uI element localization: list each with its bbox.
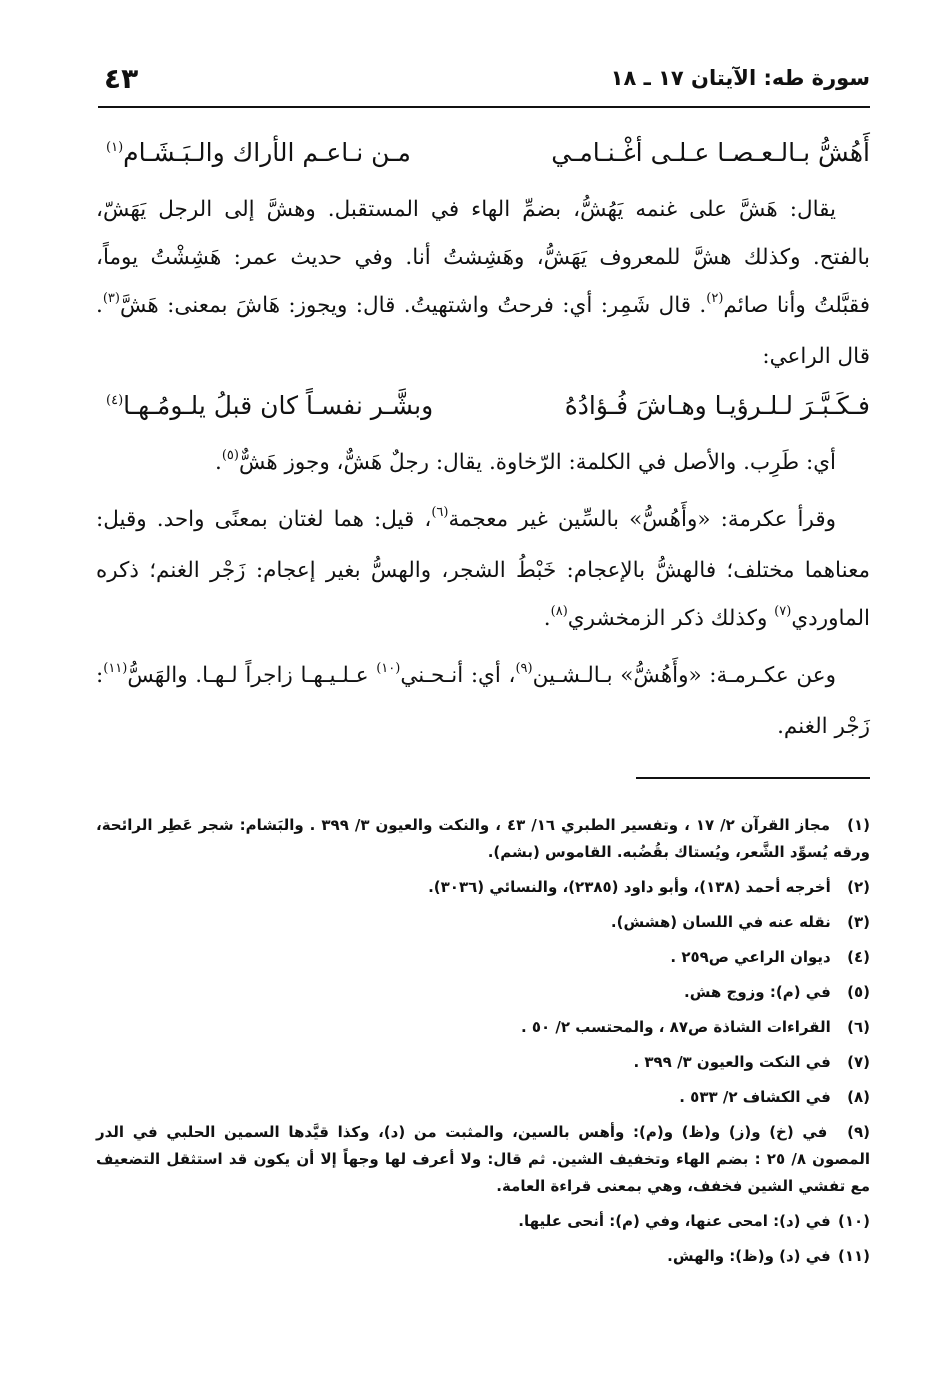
footnote-number: (٣) bbox=[847, 913, 870, 931]
footnote bbox=[96, 909, 870, 936]
footnote-number: (٨) bbox=[847, 1088, 870, 1106]
footnote bbox=[96, 979, 870, 1006]
paragraph: يقال: هَشَّ على غنمه يَهُشُّ، بضمِّ الهاء في المستقبل. وهشَّ إلى الرجل يَهَشّ، بالفتح. وكذلك هشَّ للمعروف يَهَشُّ، وهَشِشتُ أنا. وفي حديث عمر: هَشِشْتُ يوماً، فقبَّلتُ وأنا صائم$^{(٢)}$. قال شَمِر: أي: فرحتُ واشتهيتُ. قال: ويجوز: هَاشَ بمعنى: هَشَّ$^{(٣)}$. قال الراعي: bbox=[96, 197, 870, 369]
footnote-ref[interactable]: (٨) bbox=[550, 604, 568, 619]
footnote-text: نقله عنه في اللسان (هشش). bbox=[610, 913, 831, 931]
verse-hemistich: فـكَـبَّـرَ لـلـرؤيـا وهـاشَ فُـؤادُهُ bbox=[564, 391, 870, 420]
paragraph: وعن عكـرمـة: «وأَهُشُّ» بـالـشـين$^{(٩)}$، أي: أنـحـني$^{(١٠)}$ عـلـيـهـا زاجراً لـهـا. والهَسُّ$^{(١١)}$: زَجْر الغنم. bbox=[96, 661, 870, 739]
footnote bbox=[96, 812, 870, 866]
verse-hemistich: أَهُشُّ بـالـعـصـا عـلـى أغْـنـامـي bbox=[551, 138, 870, 167]
footnote-number: (١٠) bbox=[837, 1212, 870, 1230]
footnote-text: في (د) و(ظ): والهش. bbox=[667, 1247, 831, 1265]
paragraph: وقرأ عكرمة: «وأَهُسُّ» بالسِّين غير معجمة$^{(٦)}$، قيل: هما لغتان بمعنًى واحد. وقيل: معناهما مختلف؛ فالهشُّ بالإعجام: خَبْطُ الشجر، والهسُّ بغير إعجام: زَجْر الغنم؛ ذكره الماوردي$^{(٧)}$ وكذلك ذكر الزمخشري$^{(٨)}$. bbox=[96, 505, 870, 631]
footnote-text: في (م): وزوج هش. bbox=[684, 983, 831, 1001]
footnote-text: ديوان الراعي ص٢٥٩ . bbox=[670, 948, 831, 966]
footnote-ref[interactable]: (٧) bbox=[774, 604, 792, 619]
footnote bbox=[96, 1208, 870, 1235]
footnote-ref[interactable]: (٤) bbox=[106, 393, 124, 408]
running-header bbox=[98, 62, 870, 108]
verse-line-2 bbox=[96, 381, 870, 439]
footnote-ref[interactable]: (١١) bbox=[103, 661, 128, 676]
main-text bbox=[96, 128, 870, 751]
footnote bbox=[96, 874, 870, 901]
footnote bbox=[96, 1014, 870, 1041]
footnote-number: (٥) bbox=[847, 983, 870, 1001]
footnote-number: (٤) bbox=[847, 948, 870, 966]
footnote-text: أخرجه أحمد (١٣٨)، وأبو داود (٢٣٨٥)، والنسائي (٣٠٣٦). bbox=[428, 878, 831, 896]
footnote bbox=[96, 1119, 870, 1200]
footnote bbox=[96, 944, 870, 971]
footnote-ref[interactable]: (٩) bbox=[515, 661, 533, 676]
page-number: ٤٣ bbox=[104, 62, 139, 95]
footnote-ref[interactable]: (٣) bbox=[102, 291, 120, 306]
footnote bbox=[96, 1243, 870, 1270]
paragraph: أي: طَرِب. والأصل في الكلمة: الرّخاوة. يقال: رجلٌ هَشٌّ، وجوز هَشٌّ$^{(٥)}$. bbox=[214, 448, 836, 475]
footnote bbox=[96, 1049, 870, 1076]
verse-line-1 bbox=[96, 128, 870, 186]
footnote-text: في (خ) و(ز) و(ظ) و(م): وأهس بالسين، والمثبت من (د)، وكذا قيَّدها السمين الحلبي في الدر المصون ٨/ ٢٥ : بضم الهاء وتخفيف الشين. ثم قال: ولا أعرف لها وجهاً إلا أن يكون قد استثقل التضعيف مع تفشي الشين فخفف، وهي بمعنى قراءة العامة. bbox=[96, 1123, 871, 1195]
footnote-text: في (د): امحى عنها، وفي (م): أنحى عليها. bbox=[518, 1212, 831, 1230]
footnotes bbox=[96, 812, 870, 1278]
footnote-ref[interactable]: (١٠) bbox=[376, 661, 401, 676]
footnote-ref[interactable]: (٦) bbox=[431, 505, 449, 520]
footnote-text: في النكت والعيون ٣/ ٣٩٩ . bbox=[633, 1053, 831, 1071]
verse-hemistich: وبشَّـر نفسـاً كان قبلُ يلـومُـهـا$^{(٤)}$ bbox=[106, 391, 434, 420]
footnote-number: (٦) bbox=[847, 1018, 870, 1036]
footnote-number: (٧) bbox=[847, 1053, 870, 1071]
footnote-ref[interactable]: (٢) bbox=[706, 291, 724, 306]
footnote-ref[interactable]: (٥) bbox=[221, 448, 239, 463]
footnote-text: القراءات الشاذة ص٨٧ ، والمحتسب ٢/ ٥٠ . bbox=[520, 1018, 831, 1036]
footnote bbox=[96, 1084, 870, 1111]
footnote-text: مجاز القرآن ٢/ ١٧ ، وتفسير الطبري ١٦/ ٤٣ ، والنكت والعيون ٣/ ٣٩٩ . والبَشام: شجر عَطِر الرائحة، ورقه يُسوِّد الشَّعر، ويُستاك بقُضُبه. القاموس (بشم). bbox=[96, 816, 870, 861]
running-title: سورة طه: الآيتان ١٧ ـ ١٨ bbox=[610, 66, 870, 90]
verse-hemistich: مـن نـاعـم الأراك والـبَـشَـام$^{(١)}$ bbox=[106, 138, 411, 167]
footnote-number: (١) bbox=[847, 816, 871, 834]
footnote-number: (٢) bbox=[847, 878, 870, 896]
footnote-number: (٩) bbox=[847, 1123, 870, 1141]
footnote-number: (١١) bbox=[837, 1247, 870, 1265]
footnote-ref[interactable]: (١) bbox=[106, 140, 124, 155]
footnote-separator bbox=[636, 777, 870, 779]
footnote-text: في الكشاف ٢/ ٥٣٣ . bbox=[679, 1088, 831, 1106]
